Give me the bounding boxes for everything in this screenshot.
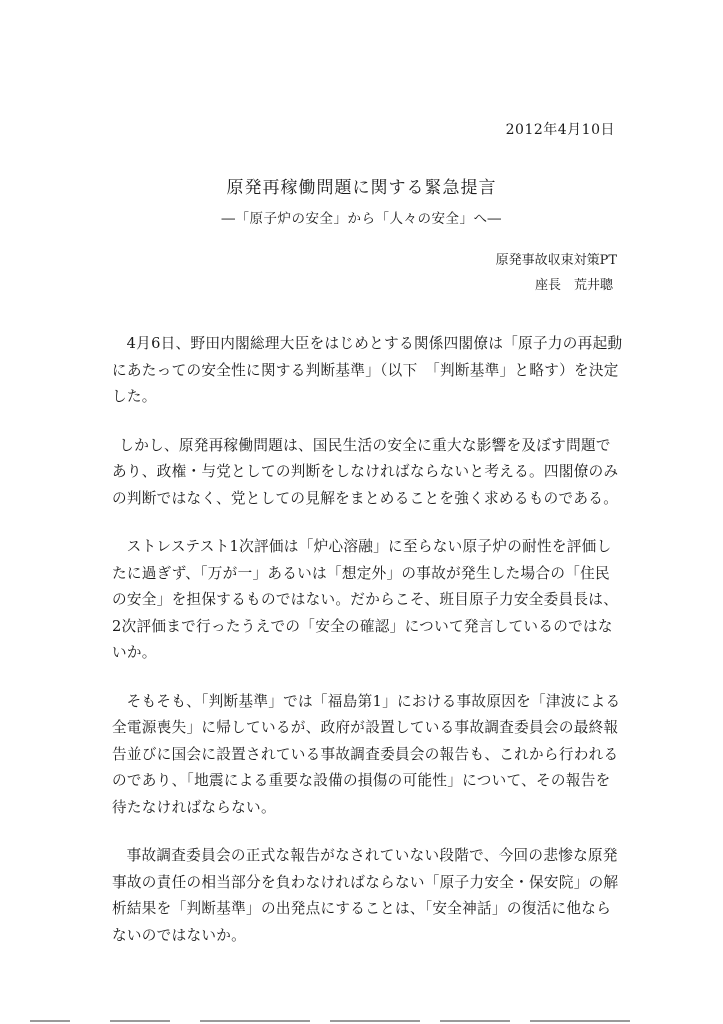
paragraph-4: そもそも、「判断基準」では「福島第1」における事故原因を「津波による全電源喪失」に帰しているが、政府が設置している事故調査委員会の最終報告並びに国会に設置されている事故調査委員会の報告も、これから行われるのであり、「地震による重要な設備の損傷の可能性」について、その報告を待たなければならない。: [112, 692, 621, 816]
paragraph-1: 4月6日、野田内閣総理大臣をはじめとする関係四閣僚は「原子力の再起動にあたっての安全性に関する判断基準」（以下 「判断基準」と略す）を決定した。: [112, 335, 623, 405]
paragraph-2: しかし、原発再稼働問題は、国民生活の安全に重大な影響を及ぼす問題であり、政権・与党としての判断をしなければならないと考える。四閣僚のみの判断ではなく、党としての見解をまとめることを強く求めるものである。: [112, 436, 619, 507]
paragraph-5: 事故調査委員会の正式な報告がなされていない段階で、今回の悲惨な原発事故の責任の相当部分を負わなければならない「原子力安全・保安院」の解析結果を「判断基準」の出発点にすることは、「安全神話」の復活に他ならないのではないか。: [112, 847, 619, 944]
author-name: 座長 荒井聰: [534, 278, 613, 293]
author-organization: 原発事故収束対策PT: [495, 253, 617, 268]
document-date: 2012年4月10日: [505, 122, 615, 138]
scan-edge-marks: [0, 1018, 723, 1024]
document-body: [112, 331, 624, 971]
document-title: 原発再稼働問題に関する緊急提言: [226, 178, 497, 198]
document-subtitle: ―「原子炉の安全」から「人々の安全」へ―: [221, 211, 502, 227]
paragraph-3: ストレステスト1次評価は「炉心溶融」に至らない原子炉の耐性を評価したに過ぎず、「万が一」あるいは「想定外」の事故が発生した場合の「住民の安全」を担保するものではない。だからこそ、班目原子力安全委員長は、2次評価まで行ったうえでの「安全の確認」について発言しているのではないか。: [112, 538, 619, 661]
